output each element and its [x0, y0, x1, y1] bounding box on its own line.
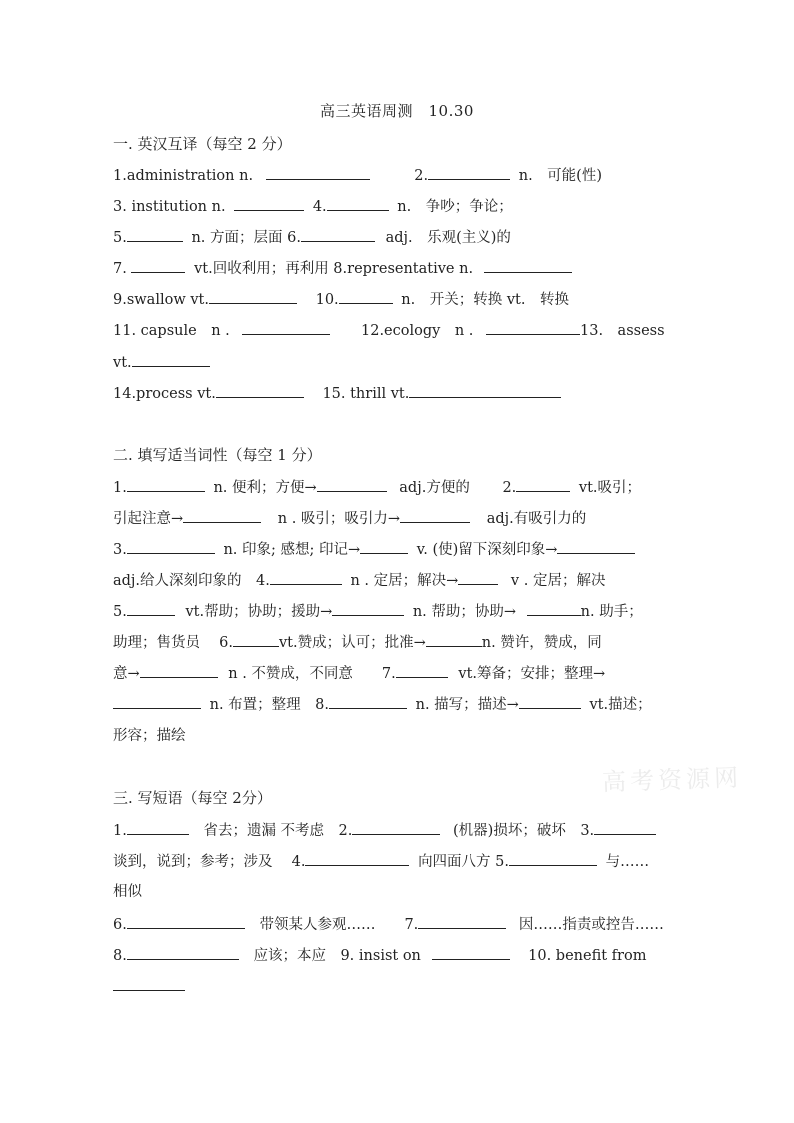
- s2-text: vt.吸引；: [578, 480, 642, 496]
- answer-blank[interactable]: [233, 632, 279, 647]
- answer-blank[interactable]: [301, 227, 375, 242]
- answer-blank[interactable]: [426, 632, 482, 647]
- answer-blank[interactable]: [484, 258, 572, 273]
- s1-line-4: [113, 258, 683, 279]
- s2-text: n . 定居；解决→: [350, 573, 459, 589]
- s1-text: n. 开关；转换 vt. 转换: [401, 292, 569, 308]
- s1-line-7: [113, 352, 683, 373]
- s1-text: 11. capsule n .: [113, 323, 230, 339]
- s1-line-3: [113, 227, 683, 248]
- answer-blank[interactable]: [339, 289, 393, 304]
- answer-blank[interactable]: [113, 694, 201, 709]
- s2-text: n . 吸引；吸引力→: [277, 511, 401, 527]
- s2-line-7: [113, 663, 683, 684]
- answer-blank[interactable]: [409, 383, 561, 398]
- s2-text: vt.帮助；协助；援助→: [185, 604, 333, 620]
- s1-text: 3. institution n.: [113, 199, 226, 215]
- s3-text: 应该；本应 9. insist on: [253, 948, 421, 964]
- s2-text: adj.有吸引力的: [486, 511, 587, 527]
- s3-text: 省去；遗漏 不考虑 2.: [203, 823, 353, 839]
- s3-line-3: [113, 882, 683, 902]
- s1-text: 9.swallow vt.: [113, 292, 209, 308]
- s2-text: 意→: [113, 666, 140, 682]
- answer-blank[interactable]: [216, 383, 304, 398]
- answer-blank[interactable]: [486, 320, 580, 335]
- page-title: 高三英语周测 10.30: [320, 102, 474, 120]
- section3-heading: 三. 写短语（每空 2分）: [113, 789, 272, 807]
- s2-text: 2.: [502, 480, 517, 496]
- s2-text: n . 不赞成，不同意 7.: [228, 666, 396, 682]
- s3-line-4: [113, 914, 683, 935]
- s1-text: vt.: [113, 355, 132, 371]
- answer-blank[interactable]: [329, 694, 407, 709]
- s3-text: (机器)损坏；破坏 3.: [453, 823, 595, 839]
- s3-text: 10. benefit from: [528, 948, 647, 964]
- answer-blank[interactable]: [519, 694, 581, 709]
- section2-heading: 二. 填写适当词性（每空 1 分）: [113, 446, 322, 464]
- s1-text: 7.: [113, 261, 127, 277]
- s3-text: 8.: [113, 948, 127, 964]
- answer-blank[interactable]: [127, 539, 215, 554]
- answer-blank[interactable]: [317, 477, 387, 492]
- answer-blank[interactable]: [305, 851, 409, 866]
- s1-line-8: [113, 383, 683, 404]
- answer-blank[interactable]: [327, 196, 389, 211]
- answer-blank[interactable]: [132, 352, 210, 367]
- s2-line-6: [113, 632, 683, 653]
- s1-text: 12.ecology n .: [361, 323, 474, 339]
- answer-blank[interactable]: [140, 663, 218, 678]
- s2-text: 引起注意→: [113, 511, 184, 527]
- answer-blank[interactable]: [113, 976, 185, 991]
- answer-blank[interactable]: [352, 820, 440, 835]
- s2-text: vt.筹备；安排；整理→: [458, 666, 606, 682]
- answer-blank[interactable]: [266, 165, 370, 180]
- s2-text: v. (使)留下深刻印象→: [416, 542, 558, 558]
- answer-blank[interactable]: [127, 227, 183, 242]
- s3-line-1: [113, 820, 683, 841]
- s1-text: 13. assess: [580, 323, 665, 339]
- answer-blank[interactable]: [428, 165, 510, 180]
- s1-line-2: [113, 196, 683, 217]
- s2-text: v . 定居；解决: [510, 573, 606, 589]
- answer-blank[interactable]: [516, 477, 570, 492]
- s2-line-8: [113, 694, 683, 715]
- s1-line-1: [113, 165, 683, 186]
- s2-text: n. 便利；方便→: [213, 480, 317, 496]
- answer-blank[interactable]: [127, 601, 175, 616]
- s2-line-3: [113, 539, 683, 560]
- s1-text: 14.process vt.: [113, 386, 216, 402]
- s3-text: 与……: [605, 854, 650, 870]
- s1-text: n. 方面；层面 6.: [191, 230, 301, 246]
- answer-blank[interactable]: [432, 945, 510, 960]
- answer-blank[interactable]: [242, 320, 330, 335]
- s3-line-6: [113, 976, 683, 997]
- s2-text: n. 描写；描述→: [415, 697, 519, 713]
- answer-blank[interactable]: [127, 477, 205, 492]
- answer-blank[interactable]: [527, 601, 581, 616]
- answer-blank[interactable]: [209, 289, 297, 304]
- answer-blank[interactable]: [400, 508, 470, 523]
- answer-blank[interactable]: [360, 539, 408, 554]
- s3-text: 向四面八方 5.: [418, 854, 510, 870]
- s1-line-5: [113, 289, 683, 310]
- s3-text: 谈到，说到；参考；涉及 4.: [113, 854, 306, 870]
- answer-blank[interactable]: [183, 508, 261, 523]
- s2-text: adj.方便的: [399, 480, 470, 496]
- s1-text: vt.回收利用；再利用 8.representative n.: [194, 261, 474, 277]
- s2-text: 5.: [113, 604, 127, 620]
- answer-blank[interactable]: [127, 820, 189, 835]
- s2-text: n. 布置；整理 8.: [209, 697, 330, 713]
- s2-line-2: [113, 508, 683, 529]
- s1-text: 2.: [414, 168, 429, 184]
- answer-blank[interactable]: [127, 914, 245, 929]
- s2-text: 1.: [113, 480, 127, 496]
- s2-text: 形容；描绘: [113, 728, 186, 744]
- s2-text: n. 帮助；协助→: [412, 604, 517, 620]
- s2-line-5: [113, 601, 683, 622]
- s1-text: 1.administration n.: [113, 168, 254, 184]
- s1-text: 5.: [113, 230, 127, 246]
- s1-text: 10.: [315, 292, 339, 308]
- s2-text: n. 赞许，赞成，同: [481, 635, 602, 651]
- answer-blank[interactable]: [557, 539, 635, 554]
- s2-text: vt.描述；: [589, 697, 652, 713]
- s2-text: n. 助手；: [580, 604, 643, 620]
- answer-blank[interactable]: [396, 663, 448, 678]
- answer-blank[interactable]: [509, 851, 597, 866]
- s1-text: n. 可能(性): [518, 168, 602, 184]
- s1-text: 15. thrill vt.: [322, 386, 410, 402]
- s2-text: 3.: [113, 542, 127, 558]
- answer-blank[interactable]: [131, 258, 185, 273]
- answer-blank[interactable]: [418, 914, 506, 929]
- s3-line-5: [113, 945, 683, 966]
- s1-line-6: [113, 320, 683, 341]
- s1-text: 4.: [312, 199, 327, 215]
- s2-text: 助理；售货员 6.: [113, 635, 233, 651]
- s2-line-1: [113, 477, 683, 498]
- s2-text: vt.赞成；认可；批准→: [278, 635, 426, 651]
- s3-text: 因……指责或控告……: [518, 917, 664, 933]
- s3-text: 相似: [113, 884, 142, 900]
- answer-blank[interactable]: [234, 196, 304, 211]
- s3-line-2: [113, 851, 683, 872]
- s2-text: adj.给人深刻印象的 4.: [113, 573, 270, 589]
- answer-blank[interactable]: [127, 945, 239, 960]
- s3-text: 1.: [113, 823, 127, 839]
- s2-line-4: [113, 570, 683, 591]
- answer-blank[interactable]: [270, 570, 342, 585]
- answer-blank[interactable]: [594, 820, 656, 835]
- s2-text: n. 印象; 感想; 印记→: [223, 542, 361, 558]
- answer-blank[interactable]: [458, 570, 498, 585]
- s1-text: n. 争吵；争论；: [397, 199, 513, 215]
- s3-text: 带领某人参观…… 7.: [259, 917, 419, 933]
- s2-line-9: [113, 726, 683, 746]
- section1-heading: 一. 英汉互译（每空 2 分）: [113, 135, 292, 153]
- s3-text: 6.: [113, 917, 127, 933]
- answer-blank[interactable]: [332, 601, 404, 616]
- watermark: 高考资源网: [601, 763, 743, 797]
- s1-text: adj. 乐观(主义)的: [385, 230, 511, 246]
